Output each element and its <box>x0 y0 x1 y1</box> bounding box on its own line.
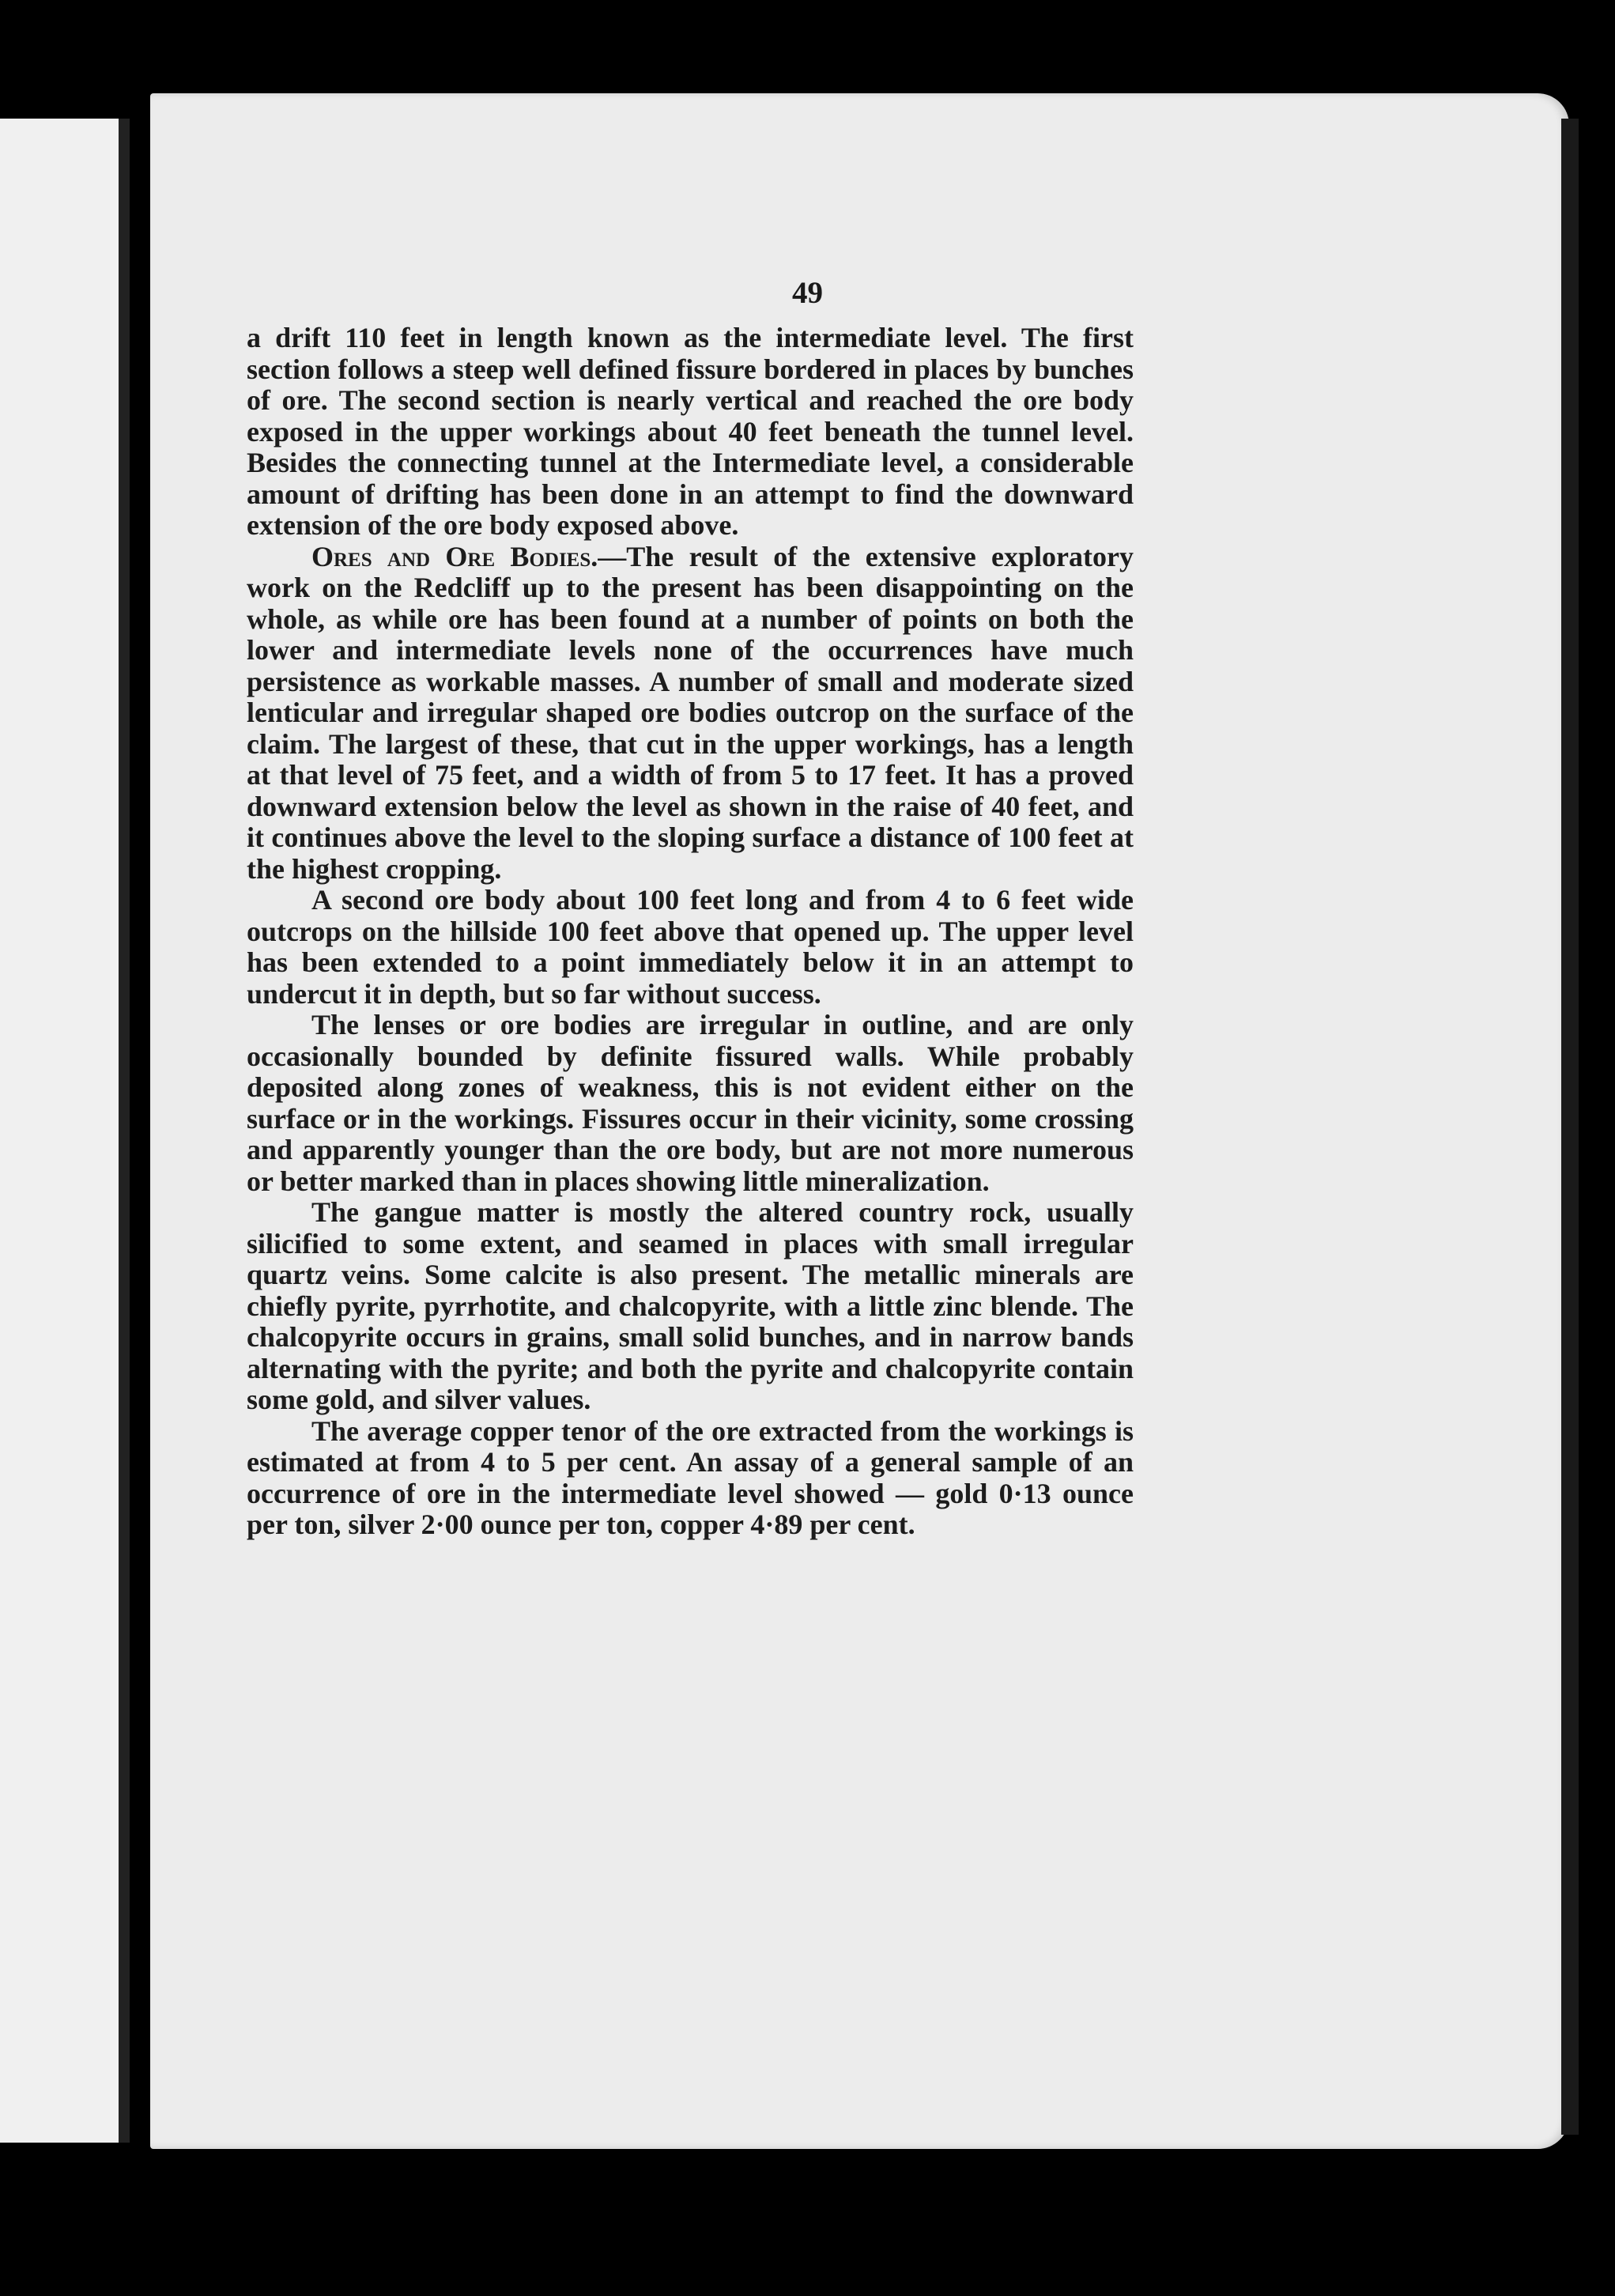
paragraph: The gangue matter is mostly the altered country rock, usually silicified to some extent, and seamed in places with small irregular quartz veins. Some calcite is also present. The metallic minerals are chiefly pyrite, pyrrhotite, and chalcopyrite, with a little zinc blende. The chalcopyrite occurs in grains, small solid bunches, and in narrow bands alternating with the pyrite; and both the pyrite and chalcopyrite contain some gold, and silver values. <box>247 1196 1134 1415</box>
paragraph: The lenses or ore bodies are irregular in outline, and are only occasionally bounded by definite fissured walls. While probably deposited along zones of weakness, this is not evident either on the surface or in the workings. Fissures occur in their vicinity, some crossing and apparently younger than the ore body, but are not more numerous or better marked than in places showing little mineralization. <box>247 1009 1134 1197</box>
page-number: 49 <box>792 276 823 310</box>
paragraph <box>247 542 1134 886</box>
body-text <box>247 323 1134 1541</box>
paragraph: A second ore body about 100 feet long and from 4 to 6 feet wide outcrops on the hillside 100 feet above that opened up. The upper level has been extended to a point immediately below it in an attempt to undercut it in depth, but so far without success. <box>247 884 1134 1010</box>
paragraph-text: —The result of the extensive exploratory work on the Redcliff up to the present has been disappointing on the whole, as while ore has been found at a number of points on both the lower and intermediate levels none of the occurrences have much persistence as workable masses. A number of small and moderate sized lenticular and irregular shaped ore bodies outcrop on the surface of the claim. The largest of these, that cut in the upper workings, has a length at that level of 75 feet, and a width of from 5 to 17 feet. It has a proved downward extension below the level as shown in the raise of 40 feet, and it continues above the level to the sloping surface a distance of 100 feet at the highest cropping. <box>247 540 1134 885</box>
book-gutter <box>119 119 130 2143</box>
facing-page-edge <box>0 119 123 2143</box>
paragraph: a drift 110 feet in length known as the intermediate level. The first section follows a steep well defined fissure bordered in places by bunches of ore. The second section is nearly vertical and reached the ore body exposed in the upper workings about 40 feet beneath the tunnel level. Besides the connecting tunnel at the Intermediate level, a considerable amount of drifting has been done in an attempt to find the downward extension of the ore body exposed above. <box>247 322 1134 541</box>
section-heading: Ores and Ore Bodies. <box>311 540 598 572</box>
page-edge-shadow <box>1561 119 1579 2135</box>
paragraph: The average copper tenor of the ore extracted from the workings is estimated at from 4 to 5 per cent. An assay of a general sample of an occurrence of ore in the intermediate level showed — gold 0·13 ounce per ton, silver 2·00 ounce per ton, copper 4·89 per cent. <box>247 1414 1134 1540</box>
